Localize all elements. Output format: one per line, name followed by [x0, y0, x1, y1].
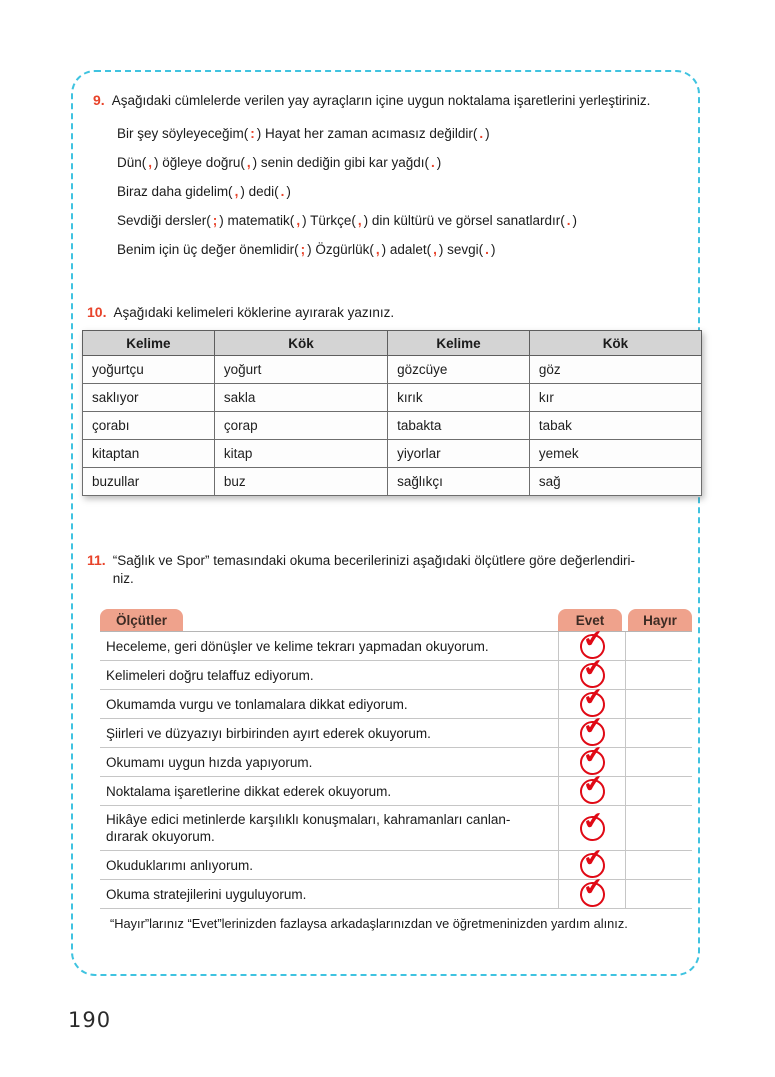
criterion-text-lines: Okuduklarımı anlıyorum. [106, 857, 254, 873]
hayir-cell[interactable] [625, 806, 692, 850]
sentence-text: ) [436, 155, 442, 170]
sentence-text: Sevdiği dersler( [117, 213, 211, 228]
criterion-text-lines: Okumamda vurgu ve tonlamalara dikkat ediyorum. [106, 696, 408, 712]
page-content [71, 70, 700, 976]
filled-punctuation-mark: , [375, 242, 380, 257]
q10-table-row [83, 412, 702, 440]
check-glyph: ✔ [581, 768, 605, 799]
filled-punctuation-mark: . [430, 155, 435, 170]
evet-cell[interactable] [558, 768, 625, 805]
root-answer-cell: buz [214, 468, 387, 496]
q10-column-header: Kelime [388, 331, 530, 356]
filled-punctuation-mark: , [234, 184, 239, 199]
sentence-text: ) [572, 213, 577, 228]
filled-punctuation-mark: , [148, 155, 153, 170]
checklist-header [100, 604, 692, 631]
root-answer-cell: sakla [214, 384, 387, 412]
criterion-text-lines: Hikâye edici metinlerde karşılıklı konuşmaları, kahramanları canlan- dırarak okuyorum. [106, 812, 511, 844]
criteria-header-tab: Ölçütler [100, 609, 183, 631]
root-answer-cell: tabak [529, 412, 701, 440]
criterion-text-lines: Heceleme, geri dönüşler ve kelime tekrarı yapmadan okuyorum. [106, 638, 489, 654]
checklist-row [100, 652, 692, 690]
filled-punctuation-mark: ; [212, 213, 218, 228]
check-glyph: ✔ [581, 623, 605, 654]
question-10-prompt: Aşağıdaki kelimeleri köklerine ayırarak yazınız. [113, 305, 395, 320]
filled-punctuation-mark: . [566, 213, 571, 228]
hayir-cell[interactable] [625, 661, 692, 689]
checklist-footer-note: “Hayır”larınız “Evet”lerinizden fazlaysa arkadaşlarınızdan ve öğretmeninizden yardım alınız. [110, 916, 628, 931]
criterion-text-lines: Okuma stratejilerini uyguluyorum. [106, 886, 307, 902]
criterion-text-lines: Okumamı uygun hızda yapıyorum. [106, 754, 313, 770]
sentence-text: ) [490, 242, 496, 257]
root-answer-cell: kır [529, 384, 701, 412]
hayir-cell[interactable] [625, 748, 692, 776]
question-11-prompt-line2: niz. [112, 571, 134, 586]
question-9-number: 9. [93, 92, 105, 108]
criterion-text [100, 690, 558, 718]
criterion-text [100, 777, 558, 805]
criterion-text [100, 661, 558, 689]
sentence-text: Benim için üç değer önemlidir( [117, 242, 299, 257]
sentence-text: Bir şey söyleyeceğim( [117, 126, 249, 141]
q10-column-header: Kök [529, 331, 701, 356]
hayir-cell[interactable] [625, 880, 692, 908]
word-cell: çorabı [83, 412, 215, 440]
hayir-cell[interactable] [625, 719, 692, 747]
question-9 [93, 92, 689, 264]
criterion-text [100, 806, 558, 850]
q9-sentence [117, 235, 689, 264]
check-glyph: ✔ [581, 805, 605, 836]
check-glyph: ✔ [581, 842, 605, 873]
question-9-prompt: Aşağıdaki cümlelerde verilen yay ayraçların içine uygun noktalama işaretlerini yerleştiriniz. [111, 93, 651, 108]
hayir-cell[interactable] [625, 851, 692, 879]
checklist-row [100, 623, 692, 661]
sentence-text: ) [286, 184, 291, 199]
yes-header-tab: Evet [558, 609, 622, 631]
filled-punctuation-mark: , [296, 213, 301, 228]
root-answer-cell: kitap [214, 440, 387, 468]
question-10 [87, 304, 687, 489]
q10-table-wrap [82, 330, 702, 496]
question-11-prompt [113, 552, 665, 588]
sentence-text: ) dedi( [240, 184, 279, 199]
question-11-head [87, 552, 687, 588]
criterion-text [100, 748, 558, 776]
hayir-cell[interactable] [625, 690, 692, 718]
checklist-row [100, 739, 692, 777]
filled-punctuation-mark: , [246, 155, 251, 170]
check-icon [578, 768, 605, 804]
no-header-tab: Hayır [628, 609, 692, 631]
sentence-text: ) Özgürlük( [307, 242, 374, 257]
word-cell: tabakta [388, 412, 530, 440]
q9-sentences [117, 119, 689, 264]
criterion-text [100, 880, 558, 908]
check-glyph: ✔ [581, 871, 605, 902]
q9-sentence [117, 119, 689, 148]
word-cell: kitaptan [83, 440, 215, 468]
sentence-text: ) adalet( [381, 242, 432, 257]
filled-punctuation-mark: , [357, 213, 362, 228]
checklist-row [100, 871, 692, 909]
root-answer-cell: yoğurt [214, 356, 387, 384]
root-answer-cell: göz [529, 356, 701, 384]
question-11-prompt-line1: “Sağlık ve Spor” temasındaki okuma becerilerinizi aşağıdaki ölçütlere göre değerlendiri- [112, 553, 635, 568]
root-answer-cell: çorap [214, 412, 387, 440]
q10-table-row [83, 440, 702, 468]
checklist-body [100, 623, 692, 909]
question-11-number: 11. [87, 552, 106, 568]
sentence-text: ) Hayat her zaman acımasız değildir( [256, 126, 478, 141]
q10-column-header: Kelime [83, 331, 215, 356]
q10-table-row [83, 468, 702, 496]
q10-table-row [83, 356, 702, 384]
check-glyph: ✔ [581, 710, 605, 741]
criterion-text-lines: Kelimeleri doğru telaffuz ediyorum. [106, 667, 314, 683]
word-cell: yoğurtçu [83, 356, 215, 384]
sentence-text: ) Türkçe( [302, 213, 356, 228]
evet-cell[interactable] [558, 871, 625, 908]
filled-punctuation-mark: . [485, 242, 489, 257]
q9-sentence [117, 177, 689, 206]
check-glyph: ✔ [581, 652, 605, 683]
check-glyph: ✔ [581, 739, 605, 770]
hayir-cell[interactable] [625, 632, 692, 660]
q10-table-header-row [83, 331, 702, 356]
criterion-text-lines: Noktalama işaretlerine dikkat ederek okuyorum. [106, 783, 392, 799]
check-icon [578, 805, 605, 841]
checklist-row [100, 842, 692, 880]
reading-checklist [100, 604, 692, 931]
word-cell: sağlıkçı [388, 468, 530, 496]
q10-table-row [83, 384, 702, 412]
word-cell: saklıyor [83, 384, 215, 412]
word-cell: kırık [388, 384, 530, 412]
sentence-text: ) öğleye doğru( [154, 155, 245, 170]
criterion-text-lines: Şiirleri ve düzyazıyı birbirinden ayırt ederek okuyorum. [106, 725, 431, 741]
question-9-head [93, 92, 689, 110]
check-glyph: ✔ [581, 681, 605, 712]
root-answer-cell: sağ [529, 468, 701, 496]
criterion-text [100, 632, 558, 660]
filled-punctuation-mark: : [250, 126, 255, 141]
checklist-row [100, 806, 692, 851]
q10-roots-table [82, 330, 702, 496]
filled-punctuation-mark: , [433, 242, 437, 257]
word-cell: yiyorlar [388, 440, 530, 468]
question-11 [87, 552, 687, 931]
word-cell: buzullar [83, 468, 215, 496]
question-10-head [87, 304, 687, 322]
hayir-cell[interactable] [625, 777, 692, 805]
filled-punctuation-mark: ; [300, 242, 306, 257]
sentence-text: ) sevgi( [438, 242, 484, 257]
q10-column-header: Kök [214, 331, 387, 356]
criterion-text [100, 851, 558, 879]
sentence-text: Dün( [117, 155, 147, 170]
q10-table-body [83, 356, 702, 496]
sentence-text: ) din kültürü ve görsel sanatlardır( [363, 213, 565, 228]
filled-punctuation-mark: . [280, 184, 285, 199]
checklist-row [100, 710, 692, 748]
check-icon [578, 871, 605, 907]
page-number: 190 [68, 1008, 112, 1032]
checklist-row [100, 768, 692, 806]
criterion-text [100, 719, 558, 747]
sentence-text: ) [485, 126, 490, 141]
word-cell: gözcüye [388, 356, 530, 384]
root-answer-cell: yemek [529, 440, 701, 468]
question-10-number: 10. [87, 304, 107, 320]
q9-sentence [117, 206, 689, 235]
sentence-text: ) senin dediğin gibi kar yağdı( [252, 155, 429, 170]
filled-punctuation-mark: . [479, 126, 484, 141]
sentence-text: ) matematik( [219, 213, 295, 228]
sentence-text: Biraz daha gidelim( [117, 184, 233, 199]
checklist-row [100, 681, 692, 719]
q9-sentence [117, 148, 689, 177]
